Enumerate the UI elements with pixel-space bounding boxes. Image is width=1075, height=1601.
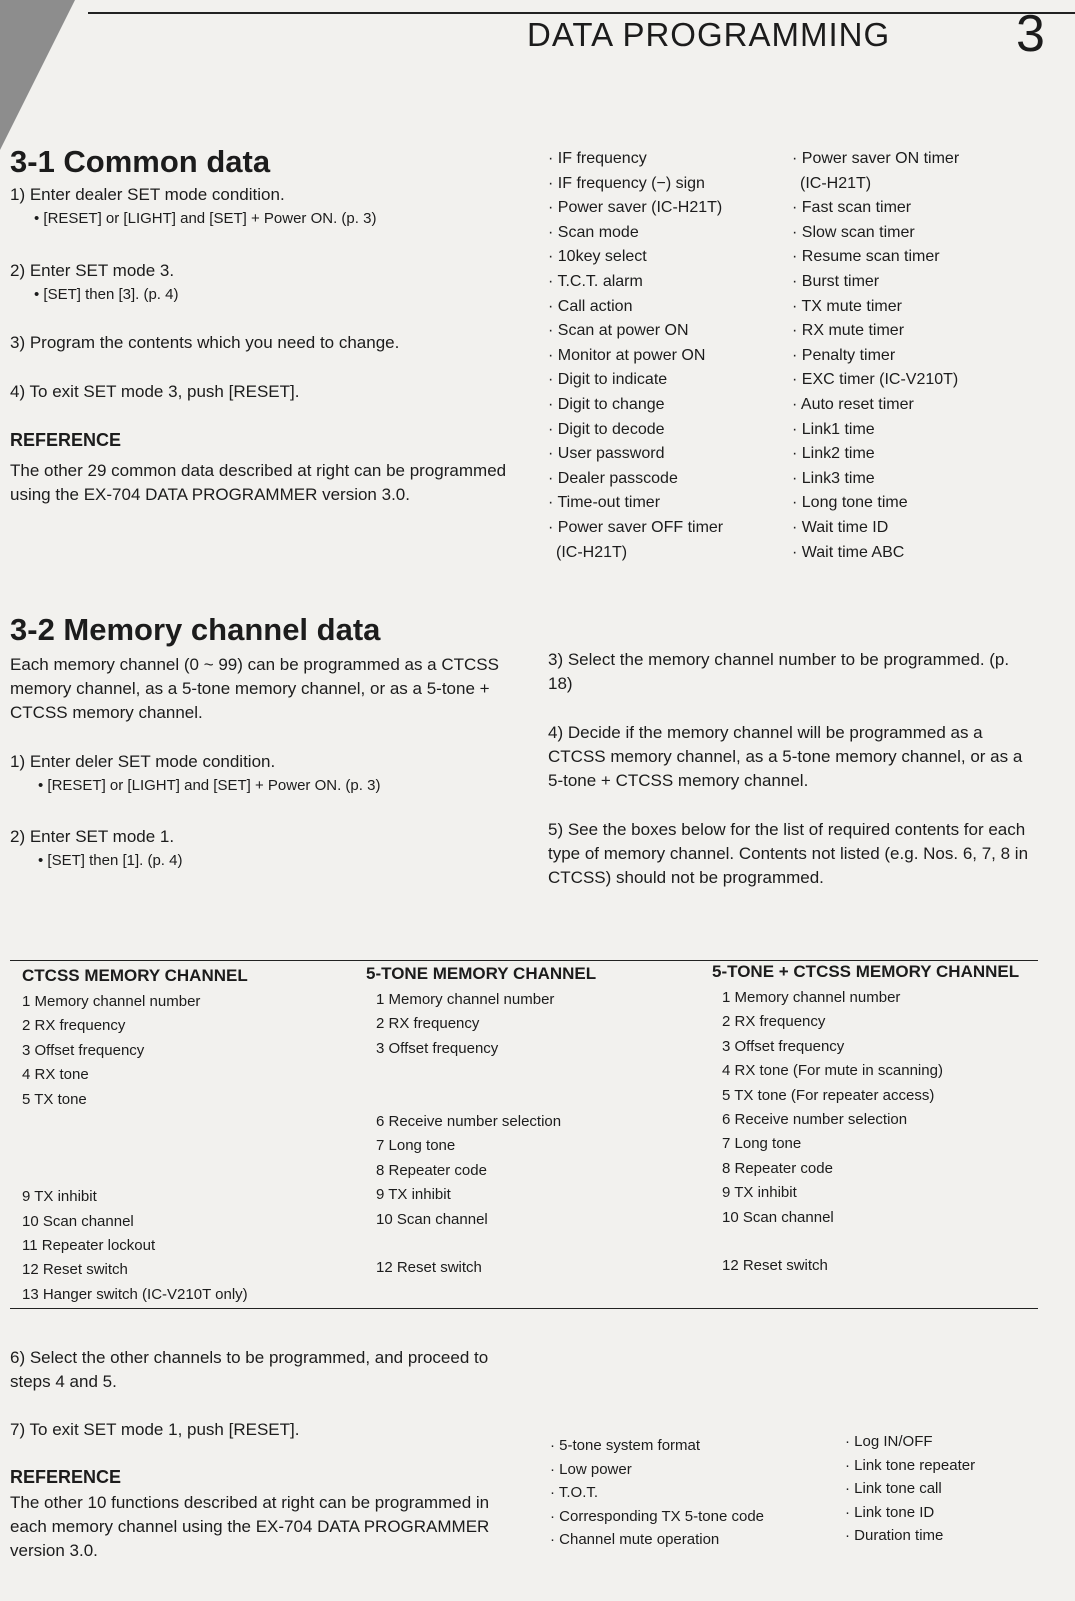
list-item bbox=[376, 1086, 561, 1110]
list-item: · EXC timer (IC-V210T) bbox=[792, 371, 959, 389]
list-item: · Link2 time bbox=[792, 445, 875, 463]
list-item: 10 Scan channel bbox=[722, 1208, 834, 1226]
list-item: · Link tone repeater bbox=[845, 1456, 976, 1474]
list-item: · Dealer passcode bbox=[548, 469, 678, 487]
list-item: · RX mute timer bbox=[792, 322, 905, 340]
list-item: · Digit to decode bbox=[548, 420, 665, 438]
list-item: 1 Memory channel number bbox=[376, 991, 555, 1008]
list-item: · TX mute timer bbox=[792, 297, 902, 315]
memory-step-2: 2) Enter SET mode 1. bbox=[10, 827, 175, 846]
list-item: 10 Scan channel bbox=[22, 1212, 134, 1230]
list-item bbox=[722, 1230, 943, 1254]
list-item: · IF frequency (−) sign bbox=[548, 174, 705, 192]
list-item: 12 Reset switch bbox=[376, 1259, 482, 1277]
list-item: 6 Receive number selection bbox=[376, 1112, 562, 1130]
five-tone-channel-list bbox=[376, 988, 561, 1281]
list-item: · Link3 time bbox=[792, 469, 875, 487]
memory-step-7: 7) To exit SET mode 1, push [RESET]. bbox=[10, 1420, 300, 1439]
list-item: · T.O.T. bbox=[550, 1484, 599, 1502]
ctcss-channel-heading: CTCSS MEMORY CHANNEL bbox=[22, 966, 248, 985]
list-item: · Link1 time bbox=[792, 420, 875, 438]
list-item: · Digit to indicate bbox=[548, 371, 668, 389]
list-item bbox=[22, 1161, 248, 1185]
list-item: · Scan at power ON bbox=[548, 322, 689, 340]
list-item: 1 Memory channel number bbox=[22, 993, 201, 1010]
list-item: · Resume scan timer bbox=[792, 248, 940, 266]
memory-step-6: 6) Select the other channels to be programmed, and proceed to steps 4 and 5. bbox=[10, 1348, 489, 1391]
memory-intro: Each memory channel (0 ~ 99) can be programmed as a CTCSS memory channel, as a 5-tone memory channel, or as a 5-tone + CTCSS memory channel. bbox=[10, 655, 499, 722]
list-item: 7 Long tone bbox=[722, 1135, 802, 1153]
list-item: · User password bbox=[548, 445, 665, 463]
list-item: 4 RX tone (For mute in scanning) bbox=[722, 1062, 943, 1080]
list-item: 9 TX inhibit bbox=[722, 1184, 797, 1202]
common-reference-heading: REFERENCE bbox=[10, 430, 122, 450]
list-item: 6 Receive number selection bbox=[722, 1110, 908, 1128]
memory-step-2-detail: • [SET] then [1]. (p. 4) bbox=[38, 852, 183, 869]
list-item: 3 Offset frequency bbox=[22, 1041, 145, 1059]
list-item: · Auto reset timer bbox=[792, 395, 914, 413]
list-item: 2 RX frequency bbox=[22, 1017, 126, 1035]
list-item: · Fast scan timer bbox=[792, 199, 912, 217]
list-item bbox=[22, 1136, 248, 1160]
common-data-list-right bbox=[792, 147, 959, 565]
list-item: 9 TX inhibit bbox=[376, 1186, 451, 1204]
list-item: · Monitor at power ON bbox=[548, 346, 706, 364]
list-item: · Wait time ABC bbox=[792, 543, 905, 561]
list-item: · Wait time ID bbox=[792, 518, 889, 536]
memory-step-4: 4) Decide if the memory channel will be programmed as a CTCSS memory channel, as a 5-tone memory channel, or as a 5-tone + CTCSS memory channel. bbox=[548, 723, 1023, 790]
memory-functions-list-left bbox=[550, 1434, 764, 1552]
list-item: 12 Reset switch bbox=[22, 1261, 128, 1279]
channel-table-top-rule bbox=[10, 960, 1038, 961]
list-item: 3 Offset frequency bbox=[376, 1039, 499, 1057]
list-item bbox=[376, 1232, 561, 1256]
list-item: · Call action bbox=[548, 297, 633, 315]
list-item bbox=[22, 1112, 248, 1136]
list-item: · 5-tone system format bbox=[550, 1437, 701, 1454]
header-rule bbox=[88, 12, 1075, 14]
five-tone-ctcss-channel-list bbox=[722, 986, 943, 1279]
list-item: · Corresponding TX 5-tone code bbox=[550, 1507, 765, 1525]
section-title-memory-channel-data: 3-2 Memory channel data bbox=[10, 612, 381, 647]
common-reference-text: The other 29 common data described at right can be programmed using the EX-704 DATA PROGRAMMER version 3.0. bbox=[10, 461, 507, 504]
list-item: · Power saver OFF timer bbox=[548, 518, 724, 536]
list-item: · Digit to change bbox=[548, 395, 665, 413]
common-step-3: 3) Program the contents which you need to change. bbox=[10, 333, 400, 352]
common-step-1: 1) Enter dealer SET mode condition. bbox=[10, 185, 285, 204]
list-item: 11 Repeater lockout bbox=[22, 1236, 156, 1254]
memory-step-1: 1) Enter deler SET mode condition. bbox=[10, 752, 276, 771]
list-item: 5 TX tone (For repeater access) bbox=[722, 1086, 935, 1104]
list-item: 8 Repeater code bbox=[722, 1159, 833, 1177]
list-item: 4 RX tone bbox=[22, 1066, 89, 1084]
list-item: 7 Long tone bbox=[376, 1137, 456, 1155]
list-item: · Duration time bbox=[845, 1527, 944, 1545]
list-item: 1 Memory channel number bbox=[722, 989, 901, 1006]
list-item: · Long tone time bbox=[792, 494, 908, 512]
list-item: · Burst timer bbox=[792, 272, 880, 290]
list-item: · Link tone ID bbox=[845, 1503, 935, 1521]
list-item: · T.C.T. alarm bbox=[548, 272, 643, 290]
list-item: 3 Offset frequency bbox=[722, 1037, 845, 1055]
section-title-common-data: 3-1 Common data bbox=[10, 144, 271, 179]
list-item: 10 Scan channel bbox=[376, 1210, 488, 1228]
list-item: 9 TX inhibit bbox=[22, 1188, 97, 1206]
chapter-title: DATA PROGRAMMING bbox=[527, 16, 891, 53]
list-item bbox=[376, 1061, 561, 1085]
list-item: 5 TX tone bbox=[22, 1090, 87, 1108]
list-item: (IC-H21T) bbox=[800, 174, 872, 192]
list-item: 2 RX frequency bbox=[376, 1015, 480, 1033]
list-item: · 10key select bbox=[548, 248, 647, 266]
memory-step-5: 5) See the boxes below for the list of required contents for each type of memory channel. Contents not listed (e.g. Nos. 6, 7, 8 in CTCSS) should not be programmed. bbox=[548, 820, 1029, 887]
page-fold-shadow bbox=[0, 0, 75, 150]
list-item: · Channel mute operation bbox=[550, 1531, 720, 1549]
list-item: · IF frequency bbox=[548, 150, 647, 167]
common-step-4: 4) To exit SET mode 3, push [RESET]. bbox=[10, 382, 300, 401]
five-tone-channel-heading: 5-TONE MEMORY CHANNEL bbox=[366, 964, 597, 983]
channel-table-bottom-rule bbox=[10, 1308, 1038, 1309]
memory-step-1-detail: • [RESET] or [LIGHT] and [SET] + Power ON. (p. 3) bbox=[38, 777, 381, 794]
list-item: · Link tone call bbox=[845, 1480, 942, 1498]
list-item: · Slow scan timer bbox=[792, 223, 915, 241]
memory-step-3: 3) Select the memory channel number to be programmed. (p. 18) bbox=[548, 650, 1010, 693]
list-item: 8 Repeater code bbox=[376, 1161, 487, 1179]
list-item: (IC-H21T) bbox=[556, 543, 628, 561]
chapter-number: 3 bbox=[1016, 5, 1045, 63]
list-item: 12 Reset switch bbox=[722, 1257, 828, 1275]
common-step-2: 2) Enter SET mode 3. bbox=[10, 261, 175, 280]
ctcss-channel-list bbox=[22, 990, 248, 1307]
common-data-list-left bbox=[548, 147, 723, 565]
list-item: · Power saver ON timer bbox=[792, 150, 960, 167]
list-item: · Time-out timer bbox=[548, 494, 661, 512]
common-step-2-detail: • [SET] then [3]. (p. 4) bbox=[34, 286, 179, 303]
list-item: · Scan mode bbox=[548, 223, 639, 241]
list-item: · Low power bbox=[550, 1460, 632, 1478]
memory-reference-text: The other 10 functions described at right can be programmed in each memory channel using the EX-704 DATA PROGRAMMER version 3.0. bbox=[10, 1493, 490, 1560]
list-item: · Power saver (IC-H21T) bbox=[548, 199, 723, 217]
list-item: 2 RX frequency bbox=[722, 1013, 826, 1031]
memory-functions-list-right bbox=[845, 1430, 975, 1548]
common-step-1-detail: • [RESET] or [LIGHT] and [SET] + Power ON. (p. 3) bbox=[34, 210, 377, 227]
list-item: · Penalty timer bbox=[792, 346, 896, 364]
memory-reference-heading: REFERENCE bbox=[10, 1467, 122, 1487]
list-item: 13 Hanger switch (IC-V210T only) bbox=[22, 1285, 248, 1303]
five-tone-ctcss-channel-heading: 5-TONE + CTCSS MEMORY CHANNEL bbox=[712, 962, 1020, 981]
list-item: · Log IN/OFF bbox=[845, 1433, 933, 1450]
